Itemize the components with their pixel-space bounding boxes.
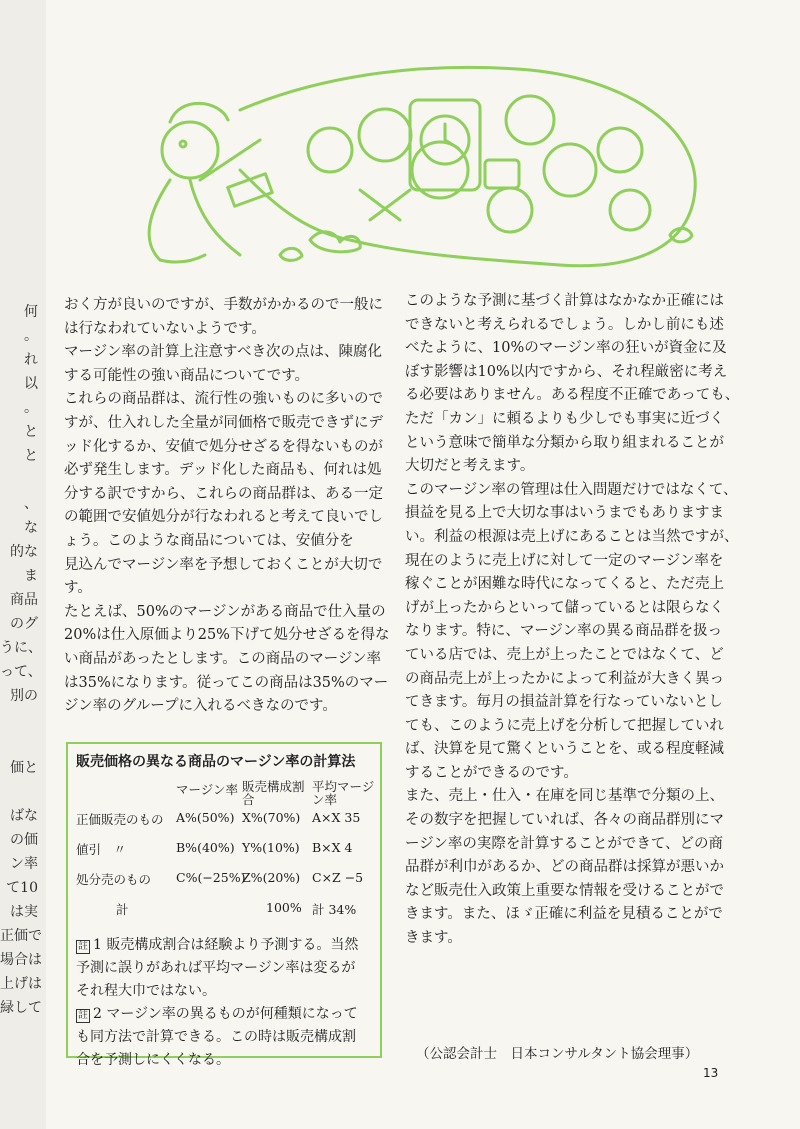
- text-line: 稼ぐことが困難な時代になってくると、ただ売上: [405, 576, 724, 593]
- previous-page-line: [0, 468, 42, 492]
- previous-page-line: 場合は: [0, 952, 42, 968]
- text-line: ている店では、売上が上ったことではなくて、ど: [405, 646, 724, 663]
- note-mark: 註: [78, 941, 88, 952]
- row-1-margin: A%(50%): [176, 810, 235, 825]
- previous-page-line: ま: [24, 568, 38, 584]
- previous-page-line: 価と: [10, 760, 38, 776]
- row-1-average: A×X 35: [312, 810, 361, 825]
- text-line: は行なわれていないようです。: [64, 320, 266, 337]
- note-text: それ程大巾ではない。: [76, 983, 216, 999]
- text-line: 必ず発生します。デッド化した商品も、何れは処: [64, 462, 382, 479]
- note-line: [76, 1026, 372, 1049]
- author-attribution: （公認会計士 日本コンサルタント協会理事）: [416, 1046, 699, 1062]
- text-line: ージン率の実際を計算することができて、どの商: [405, 835, 724, 852]
- row-total-label: 計: [116, 902, 129, 917]
- note-line: [76, 957, 372, 980]
- previous-page-line: 。: [24, 400, 38, 416]
- text-line: 品群が利巾があるか、どの商品群は採算が悪いか: [405, 859, 724, 876]
- text-line: する可能性の強い商品についてです。: [64, 367, 310, 384]
- note-line: [76, 980, 372, 1003]
- previous-page-line: 何: [24, 304, 38, 320]
- previous-page-line: 商品: [10, 592, 38, 608]
- text-line: い商品があったとします。この商品のマージン率: [64, 650, 382, 667]
- previous-page-line: て10: [6, 880, 38, 896]
- row-1-label: 正価販売のもの: [76, 812, 164, 827]
- text-line: ジン率のグループに入れるべきなのです。: [64, 698, 337, 715]
- previous-page-line: 。: [24, 328, 38, 344]
- previous-page-line: は実: [10, 904, 38, 920]
- row-3-average: C×Z −5: [312, 870, 364, 885]
- text-line: おく方が良いのですが、手数がかかるので一般に: [64, 297, 383, 313]
- row-3-margin: C%(−25%): [176, 870, 246, 885]
- row-1-share: X%(70%): [242, 810, 301, 825]
- previous-page-edge: [0, 0, 47, 1129]
- row-total-average: 計 34%: [312, 902, 357, 917]
- header-average-margin: 平均マージン率: [312, 779, 375, 807]
- text-line: てきます。毎月の損益計算を行なっていないとし: [405, 694, 723, 711]
- margin-table: [76, 776, 375, 926]
- previous-page-line: 、: [24, 496, 38, 512]
- previous-page-line: と: [24, 448, 38, 464]
- text-line: ても、このように売上げを分析して把握していれ: [405, 717, 724, 734]
- previous-page-line: [0, 708, 42, 732]
- text-line: ょう。このような商品については、安値分を: [64, 532, 354, 549]
- previous-page-line: 別の: [10, 688, 38, 704]
- previous-page-line: れ: [24, 352, 38, 368]
- text-line: の商品売上が上ったかによって利益が大きく異っ: [405, 670, 724, 687]
- note-text: 2 マージン率の異るものが何種類になって: [93, 1006, 358, 1022]
- box-title: 販売価格の異なる商品のマージン率の計算法: [76, 754, 356, 770]
- note-line: [76, 1049, 372, 1072]
- previous-page-text: [0, 300, 42, 1020]
- previous-page-line: な: [24, 520, 38, 536]
- text-line: できないと考えられるでしょう。しかし前にも述: [405, 316, 724, 333]
- text-line: べたように、10%のマージン率の狂いが資金に及: [405, 340, 727, 357]
- text-line: このマージン率の管理は仕入問題だけではなくて、: [405, 481, 738, 498]
- text-line: きます。また、ほゞ正確に利益を見積ることがで: [405, 906, 723, 923]
- left-column-text: [64, 294, 392, 719]
- text-line: ば、決算を見て驚くということを、或る程度軽減: [405, 741, 724, 758]
- text-line: このような予測に基づく計算はなかなか正確には: [405, 293, 724, 309]
- note-text: 合を予測しにくくなる。: [76, 1052, 230, 1068]
- text-line: ぼす影響は10%以内ですから、それ程厳密に考え: [405, 363, 728, 380]
- note-mark: 註: [78, 1010, 88, 1021]
- text-line: 分する訳ですから、これらの商品群は、ある一定: [64, 485, 383, 502]
- note-line: [76, 934, 372, 957]
- previous-page-line: のグ: [10, 616, 38, 632]
- text-line: 現在のように売上げに対して一定のマージン率を: [405, 552, 724, 569]
- previous-page-line: と: [24, 424, 38, 440]
- text-line: 見込んでマージン率を予想しておくことが大切です。: [64, 556, 383, 597]
- note-text: も同方法で計算できる。この時は販売構成割: [76, 1029, 356, 1045]
- text-line: きます。: [405, 930, 462, 947]
- text-line: い。利益の根源は売上げにあることは当然ですが、: [405, 528, 739, 545]
- text-line: など販売仕入政策上重要な情報を受けることがで: [405, 882, 724, 899]
- text-line: することができるのです。: [405, 764, 578, 781]
- text-line: これらの商品群は、流行性の強いものに多いので: [64, 391, 383, 408]
- note-line: [76, 1003, 372, 1026]
- text-line: は35%になります。従ってこの商品は35%のマー: [64, 674, 389, 691]
- text-line: ッド化するか、安値で処分せざるを得ないものが: [64, 438, 383, 455]
- text-line: マージン率の計算上注意すべき次の点は、陳腐化: [64, 344, 383, 361]
- right-column-text: [405, 290, 740, 951]
- margin-calculation-box: [66, 742, 382, 1068]
- text-line: たとえば、50%のマージンがある商品で仕入量の: [64, 603, 386, 620]
- text-line: げが上ったからといって儲っているとは限らなく: [405, 599, 724, 616]
- row-3-share: Z%(20%): [242, 870, 301, 885]
- text-line: 大切だと考えます。: [405, 458, 535, 475]
- previous-page-line: うに、: [0, 640, 42, 656]
- previous-page-line: ン率: [10, 856, 38, 872]
- previous-page-line: 上げは: [0, 976, 42, 992]
- previous-page-line: の価: [10, 832, 38, 848]
- row-2-label: 値引 〃: [76, 842, 127, 857]
- text-line: 20%は仕入原価より25%下げて処分せざるを得な: [64, 627, 390, 644]
- previous-page-line: って、: [0, 664, 42, 680]
- row-2-margin: B%(40%): [176, 840, 235, 855]
- row-2-share: Y%(10%): [242, 840, 300, 855]
- row-3-label: 処分売のもの: [76, 872, 152, 887]
- previous-page-line: [0, 780, 42, 804]
- text-line: なります。特に、マージン率の異る商品群を扱っ: [405, 623, 723, 640]
- previous-page-line: [0, 732, 42, 756]
- box-notes: [76, 934, 372, 1072]
- previous-page-line: 緑して: [0, 1000, 42, 1016]
- note-text: 予測に誤りがあれば平均マージン率は変るが: [76, 960, 356, 976]
- watch-sack-illustration: [110, 40, 710, 280]
- text-line: その数字を把握していれば、各々の商品群別にマ: [405, 812, 724, 829]
- previous-page-line: 正価で: [0, 928, 42, 944]
- text-line: 損益を見る上で大切な事はいうまでもありますま: [405, 505, 724, 522]
- previous-page-line: ばな: [10, 808, 38, 824]
- row-total-share: 100%: [266, 900, 302, 915]
- row-2-average: B×X 4: [312, 840, 353, 855]
- header-sales-share: 販売構成割合: [242, 779, 305, 807]
- page-number: 13: [703, 1066, 719, 1080]
- text-line: の範囲で安値処分が行なわれると考えて良いでし: [64, 509, 383, 526]
- previous-page-line: 以: [24, 376, 38, 392]
- header-margin-rate: マージン率: [176, 782, 238, 797]
- text-line: また、売上・仕入・在庫を同じ基準で分類の上、: [405, 788, 724, 805]
- text-line: という意味で簡単な分類から取り組まれることが: [405, 434, 724, 451]
- text-line: ただ「カン」に頼るよりも少しでも事実に近づく: [405, 410, 724, 427]
- text-line: すが、仕入れした全量が同価格で販売できずにデ: [64, 414, 383, 431]
- previous-page-line: 的な: [10, 544, 38, 560]
- text-line: る必要はありません。ある程度不正確であっても、: [405, 387, 740, 404]
- note-text: 1 販売構成割合は経験より予測する。当然: [93, 937, 359, 953]
